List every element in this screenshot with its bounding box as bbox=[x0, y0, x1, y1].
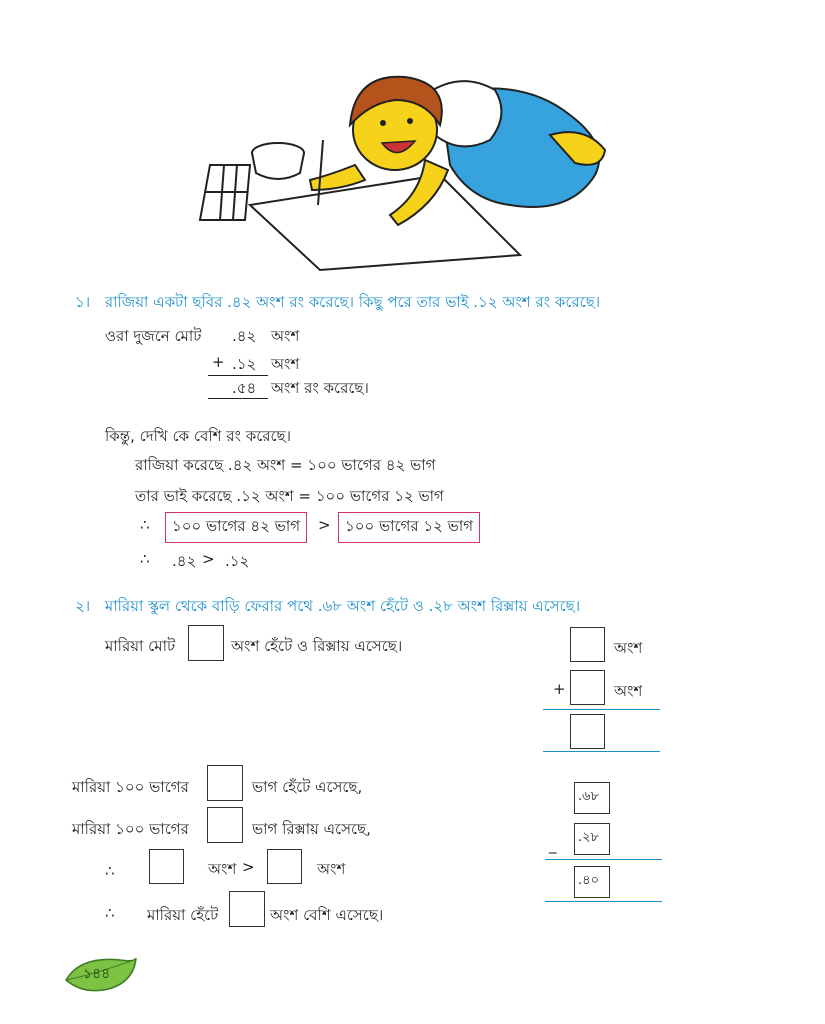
q2-add-unit-2: অংশ bbox=[614, 682, 643, 700]
q1-final-left: .৪২ bbox=[172, 552, 197, 570]
q1-sum: .৫৪ bbox=[232, 379, 257, 397]
q1-therefore-2: ∴ bbox=[140, 550, 150, 568]
q2-rick-pre: মারিয়া ১০০ ভাগের bbox=[72, 820, 189, 838]
q2-total-input[interactable] bbox=[188, 625, 224, 661]
q2-add-input-1[interactable] bbox=[570, 627, 605, 662]
q1-but-text: কিন্তু, দেখি কে বেশি রং করেছে। bbox=[105, 427, 291, 445]
q1-number: ১। bbox=[75, 293, 91, 311]
q1-compare-right: ১০০ ভাগের ১২ ভাগ bbox=[338, 512, 480, 543]
q2-rick-post: ভাগ রিক্সায় এসেছে, bbox=[252, 820, 371, 838]
page-number: ১৪৪ bbox=[83, 966, 111, 982]
q1-gt: > bbox=[318, 516, 331, 534]
q2-sub-line-bottom bbox=[545, 901, 662, 902]
q1-therefore-1: ∴ bbox=[140, 516, 150, 534]
q2-therefore-2: ∴ bbox=[105, 904, 115, 922]
q2-heading bbox=[75, 595, 580, 620]
q2-final-post: অংশ বেশি এসেছে। bbox=[270, 906, 384, 924]
q1-text: রাজিয়া একটা ছবির .৪২ অংশ রং করেছে। কিছু পরে তার ভাই .১২ অংশ রং করেছে। bbox=[104, 293, 601, 311]
q2-sub-minus: _ bbox=[549, 836, 557, 854]
q2-walk-post: ভাগ হেঁটে এসেছে, bbox=[252, 778, 363, 796]
q2-total-post: অংশ হেঁটে ও রিক্সায় এসেছে। bbox=[231, 637, 403, 655]
q2-sub-a: .৬৮ bbox=[574, 782, 610, 814]
q2-compare-gt: > bbox=[242, 858, 255, 876]
q2-final-input[interactable] bbox=[229, 891, 265, 927]
q2-rick-input[interactable] bbox=[207, 807, 243, 843]
q1-heading bbox=[75, 291, 600, 316]
q1-total-label: ওরা দুজনে মোট bbox=[105, 327, 202, 345]
q2-number: ২। bbox=[75, 597, 91, 615]
q1-line1: রাজিয়া করেছে .৪২ অংশ = ১০০ ভাগের ৪২ ভাগ bbox=[135, 456, 436, 474]
q1-sum-line-bottom bbox=[208, 398, 268, 399]
q2-compare-unit-left: অংশ bbox=[208, 860, 237, 878]
q1-final-gt: > bbox=[202, 550, 215, 568]
q1-v2-unit: অংশ bbox=[271, 355, 300, 373]
q2-sub-b: .২৮ bbox=[574, 823, 610, 855]
q2-compare-input-right[interactable] bbox=[267, 849, 302, 884]
q1-v1-unit: অংশ bbox=[271, 327, 300, 345]
q1-final-right: .১২ bbox=[225, 552, 250, 570]
q2-add-plus: + bbox=[553, 680, 566, 698]
q1-sum-text: অংশ রং করেছে। bbox=[271, 379, 369, 397]
q2-therefore-1: ∴ bbox=[105, 862, 115, 880]
q2-add-result-input[interactable] bbox=[570, 714, 605, 749]
q1-sum-line-top bbox=[208, 375, 268, 376]
illustration bbox=[190, 55, 620, 275]
q2-compare-input-left[interactable] bbox=[149, 849, 184, 884]
q2-walk-input[interactable] bbox=[207, 765, 243, 801]
q2-final-pre: মারিয়া হেঁটে bbox=[147, 906, 219, 924]
q2-compare-unit-right: অংশ bbox=[317, 860, 346, 878]
q2-add-line-top bbox=[543, 709, 660, 710]
q2-text: মারিয়া স্কুল থেকে বাড়ি ফেরার পথে .৬৮ অংশ হেঁটে ও .২৮ অংশ রিক্সায় এসেছে। bbox=[104, 597, 581, 615]
q1-v2: .১২ bbox=[232, 355, 257, 373]
q2-sub-result: .৪০ bbox=[574, 866, 610, 898]
q1-line2: তার ভাই করেছে .১২ অংশ = ১০০ ভাগের ১২ ভাগ bbox=[135, 487, 444, 505]
q2-add-line-bottom bbox=[543, 751, 660, 752]
q2-add-input-2[interactable] bbox=[570, 670, 605, 705]
q2-add-unit-1: অংশ bbox=[614, 639, 643, 657]
q2-walk-pre: মারিয়া ১০০ ভাগের bbox=[72, 778, 189, 796]
q1-v1: .৪২ bbox=[232, 327, 257, 345]
q2-sub-line-top bbox=[545, 859, 662, 860]
q2-total-pre: মারিয়া মোট bbox=[105, 637, 176, 655]
q1-compare-left: ১০০ ভাগের ৪২ ভাগ bbox=[165, 512, 307, 543]
q1-plus: + bbox=[212, 353, 225, 371]
